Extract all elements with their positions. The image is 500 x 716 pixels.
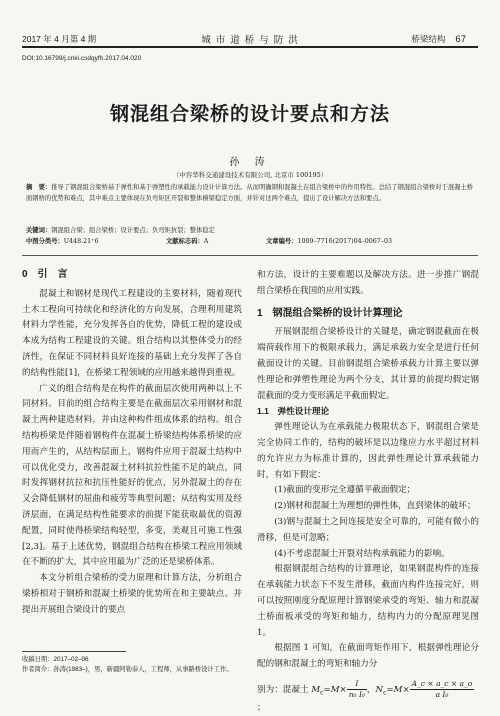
paragraph: 混凝土和钢材是现代工程建设的主要材料，随着现代土木工程向可持续化和经济化的方向发展，合理利用建筑材料力学性能，充分发挥各自的优势，降低工程的建设成本成为结构工程建设的关键。组合结构以其整体受力的经济性，在保证不同材料良好连接的基础上充分发挥了各自的结构性能[1]，在桥梁工程领域的应用越来越得到重视。 [22, 288, 242, 378]
assumption-item: (1)截面的变形完全遵循平截面假定； [274, 485, 416, 496]
abstract-rule [22, 255, 478, 256]
footnote-rule [22, 651, 126, 652]
issue-info: 2017 年 4 月第 4 期 [22, 34, 97, 44]
journal-name: 城 市 道 桥 与 防 洪 [201, 35, 299, 46]
paragraph: 弹性理论认为在承载能力极限状态下，钢混组合梁是完全协同工作的，结构的破坏是以边缘应力水平超过材料的允许应力为标准计算的，因此弹性理论计算承载能力时，有如下假定： [257, 422, 479, 480]
doc-code: A [203, 238, 209, 245]
keywords [26, 226, 474, 237]
section-name: 桥梁结构 [411, 34, 446, 44]
paragraph: 根据图 1 可知，在截面弯矩作用下，根据弹性理论分配的钢和混凝土的弯矩和轴力分 [257, 643, 479, 670]
author-bio: 作者简介：孙涛(1983–)，男，新疆阿勒泰人，工程师，从事路桥设计工作。 [22, 666, 233, 673]
footnotes [22, 655, 244, 675]
keywords-text: 钢混组合梁；组合梁桥；设计要点；负弯矩抗裂；整体稳定 [51, 227, 215, 234]
page-number: 67 [455, 34, 466, 45]
left-column [22, 267, 242, 619]
abstract [26, 183, 474, 204]
formula-line: 别为：混凝土 $M_c=M\times$ $\frac{I}{\text{n₀ I₀}}$ ，$N_c=M\times$ $\frac{A\_c \times a\_c \times a\_o}{\text{a I₀}}$ ； [257, 679, 473, 713]
doc-code-label: 文献标志码： [166, 238, 204, 245]
right-column [257, 268, 479, 673]
clc-label: 中图分类号： [26, 238, 64, 245]
received-date: 收稿日期：2017–02–06 [22, 656, 89, 663]
article-title: 钢混组合梁桥的设计要点和方法 [109, 103, 390, 125]
assumption-item: (2)钢材和混凝土为理想的弹性体，直到梁体的破坏； [274, 501, 476, 512]
paragraph: 本文分析组合梁桥的受力原理和计算方法，分析组合梁桥相对于钢桥和混凝土桥梁的优势所在和主要缺点。并提出开展组合梁设计的要点 [22, 573, 242, 615]
section-heading: 0 引 言 [22, 269, 68, 280]
article-number-label: 文章编号： [266, 238, 298, 245]
assumption-item: (3)钢与混凝土之间连接是安全可靠的，可能有微小的滑移，但是可忽略； [257, 516, 479, 543]
section-header [411, 33, 466, 45]
paragraph: 根据钢混组合结构的计算理论，如果钢混构件的连接在承载能力状态下不发生滑移，截面内构件连接完好，则可以按照刚度分配原理计算钢梁承受的弯矩、轴力和混凝土桥面板承受的弯矩和轴力，结构内力的分配原理见图 1。 [257, 564, 479, 638]
section-heading: 1 钢混组合梁桥的设计计算理论 [257, 307, 403, 319]
article-number: 1009–7716(2017)04–0067–03 [297, 238, 392, 245]
formula-prefix: 别为：混凝土 [257, 685, 309, 695]
paragraph: 和方法，设计的主要难题以及解决方法。进一步推广钢混组合梁桥在我国的应用实践。 [257, 270, 479, 296]
abstract-label: 摘 要： [26, 184, 52, 191]
fraction: $\frac{A\_c \times a\_c \times a\_o}{\text{a I₀}}$ [411, 679, 473, 699]
paragraph: 广义的组合结构是在构件的截面层次使用两种以上不同材料。目前的组合结构主要是在截面层次采用钢材和混凝土两种建造材料，并由这种构件组成体系的结构。组合结构桥梁是伴随着钢构件在混凝土桥梁结构体系桥梁的应用而产生的，从结构层面上，钢构件应用于混凝土结构中可以优化受力，改善混凝土材料抗拉性能不足的缺点，同时发挥钢材抗拉和抗压性能好的优点，另外混凝土的存在又会降低钢材的屈曲和疲劳等典型问题；从结构实用及经济层面，在满足结构性能要求的前提下能获取最优的资源配置，同时使得桥梁结构轻型，多变，美观且可施工性强[2,3]。基于上述优势，钢混组合结构在桥梁工程应用领域在不断的扩大，其中应用最为广泛的还是梁桥体系。 [22, 383, 242, 568]
header-rule [22, 46, 478, 48]
fraction: $\frac{I}{\text{n₀ I₀}}$ [348, 679, 365, 699]
assumption-item: (4)不考虑混凝土开裂对结构承载能力的影响。 [274, 548, 450, 559]
paragraph: 开展钢混组合梁桥设计的关键是，确定钢混截面在极端荷载作用下的极限承载力，满足承载力安全是进行任何截面设计的关键。目前钢混组合梁桥承载力计算主要以弹性理论和弹塑性理论为两个分支，其计算的前提均假定钢混截面的受力变形满足平截面假定。 [257, 327, 479, 401]
author-name: 孙 涛 [229, 157, 271, 168]
abstract-text: 推导了钢混组合梁桥基于弹性和基于弹塑性的承载能力设计计算方法。从而明确钢和混凝土在组合梁桥中的作用特性。总结了钢混组合梁桥对于混凝土桥面钢桥的优势和难点，其中难点主要体现在负弯矩区开裂和整体横梁稳定方面，并针对这两个难点，提出了设计解决方法和要点。 [26, 184, 474, 202]
subsection-heading: 1.1 弹性设计理论 [257, 406, 330, 417]
doi: DOI:10.16799/j.cnki.csdqyfh.2017.04.020 [22, 55, 142, 62]
keywords-label: 关键词： [26, 227, 52, 234]
clc-code: U448.21⁺6 [63, 238, 99, 245]
classification-line [26, 237, 474, 248]
affiliation: （中容华科交通建设技术有限公司, 北京市 100195） [172, 171, 328, 179]
